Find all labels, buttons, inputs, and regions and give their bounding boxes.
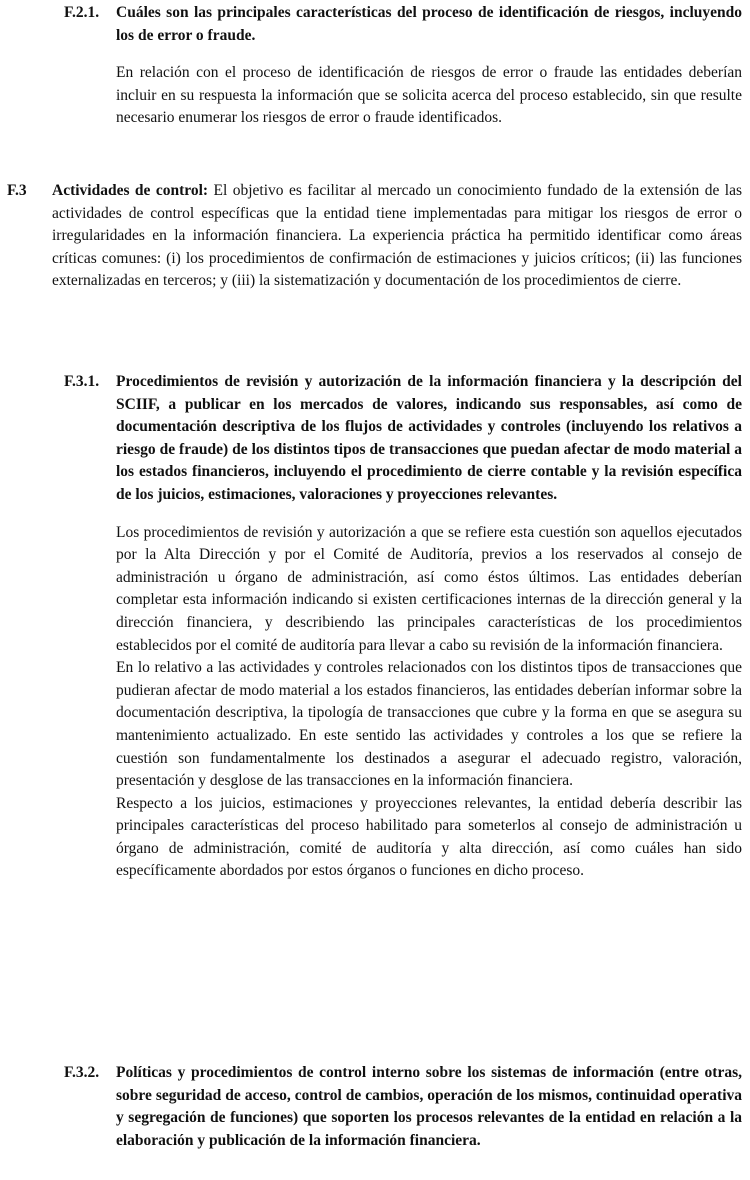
section-lead: Actividades de control: bbox=[52, 182, 209, 199]
section-f-3-1 bbox=[116, 371, 742, 883]
section-heading: Políticas y procedimientos de control interno sobre los sistemas de información (entre otras, sobre seguridad de acceso, control de cambios, operación de los mismos, continuidad operativa y segregación de funciones) que soporten los procesos relevantes de la entidad en relación a la elaboración y publicación de la información financiera. bbox=[116, 1064, 742, 1149]
section-text: El objetivo es facilitar al mercado un conocimiento fundado de la extensión de las actividades de control específicas que la entidad tiene implementadas para mitigar los riesgos de error o irregularidades en la información financiera. La experiencia práctica ha permitido identificar como áreas críticas comunes: (i) los procedimientos de confirmación de estimaciones y juicios críticos; (ii) las funciones externalizadas en terceros; y (iii) la sistematización y documentación de los procedimientos de cierre. bbox=[52, 182, 742, 290]
section-label-f-3: F.3 bbox=[7, 182, 27, 199]
section-heading: Cuáles son las principales características del proceso de identificación de riesgos, incluyendo los de error o fraude. bbox=[116, 4, 742, 44]
section-label-f-3-2: F.3.2. bbox=[64, 1064, 100, 1081]
section-paragraph bbox=[52, 180, 742, 293]
section-f-3 bbox=[52, 180, 742, 293]
section-f-3-2 bbox=[116, 1062, 742, 1152]
section-label-f-2-1: F.2.1. bbox=[64, 4, 100, 21]
section-f-2-1 bbox=[116, 2, 742, 130]
section-paragraph: En relación con el proceso de identificación de riesgos de error o fraude las entidades deberían incluir en su respuesta la información que se solicita acerca del proceso establecido, sin que resulte necesario enumerar los riesgos de error o fraude identificados. bbox=[116, 64, 742, 127]
section-paragraph: En lo relativo a las actividades y controles relacionados con los distintos tipos de transacciones que pudieran afectar de modo material a los estados financieros, las entidades deberían informar sobre la documentación descriptiva, la tipología de transacciones que cubre y la forma en que se asegura su mantenimiento actualizado. En este sentido las actividades y controles a los que se refiere la cuestión son fundamentalmente los destinados a asegurar el adecuado registro, valoración, presentación y desglose de las transacciones en la información financiera. bbox=[116, 659, 742, 790]
section-heading: Procedimientos de revisión y autorización de la información financiera y la descripción del SCIIF, a publicar en los mercados de valores, indicando sus responsables, así como de documentación descriptiva de los flujos de actividades y controles (incluyendo los relativos a riesgo de fraude) de los distintos tipos de transacciones que puedan afectar de modo material a los estados financieros, incluyendo el procedimiento de cierre contable y la revisión específica de los juicios, estimaciones, valoraciones y proyecciones relevantes. bbox=[116, 373, 742, 503]
section-paragraph: Los procedimientos de revisión y autorización a que se refiere esta cuestión son aquellos ejecutados por la Alta Dirección y por el Comité de Auditoría, previos a los reservados al consejo de administración u órgano de administración, así como éstos últimos. Las entidades deberían completar esta información indicando si existen certificaciones internas de la dirección general y la dirección financiera, y describiendo las principales características de los procedimientos establecidos por el comité de auditoría para llevar a cabo su revisión de la información financiera. bbox=[116, 523, 742, 654]
section-paragraph: Respecto a los juicios, estimaciones y proyecciones relevantes, la entidad debería describir las principales características del proceso habilitado para someterlos al consejo de administración u órgano de administración, comité de auditoría y alta dirección, así como cuáles han sido específicamente abordados por estos órganos o funciones en dicho proceso. bbox=[116, 794, 742, 880]
section-label-f-3-1: F.3.1. bbox=[64, 373, 100, 390]
